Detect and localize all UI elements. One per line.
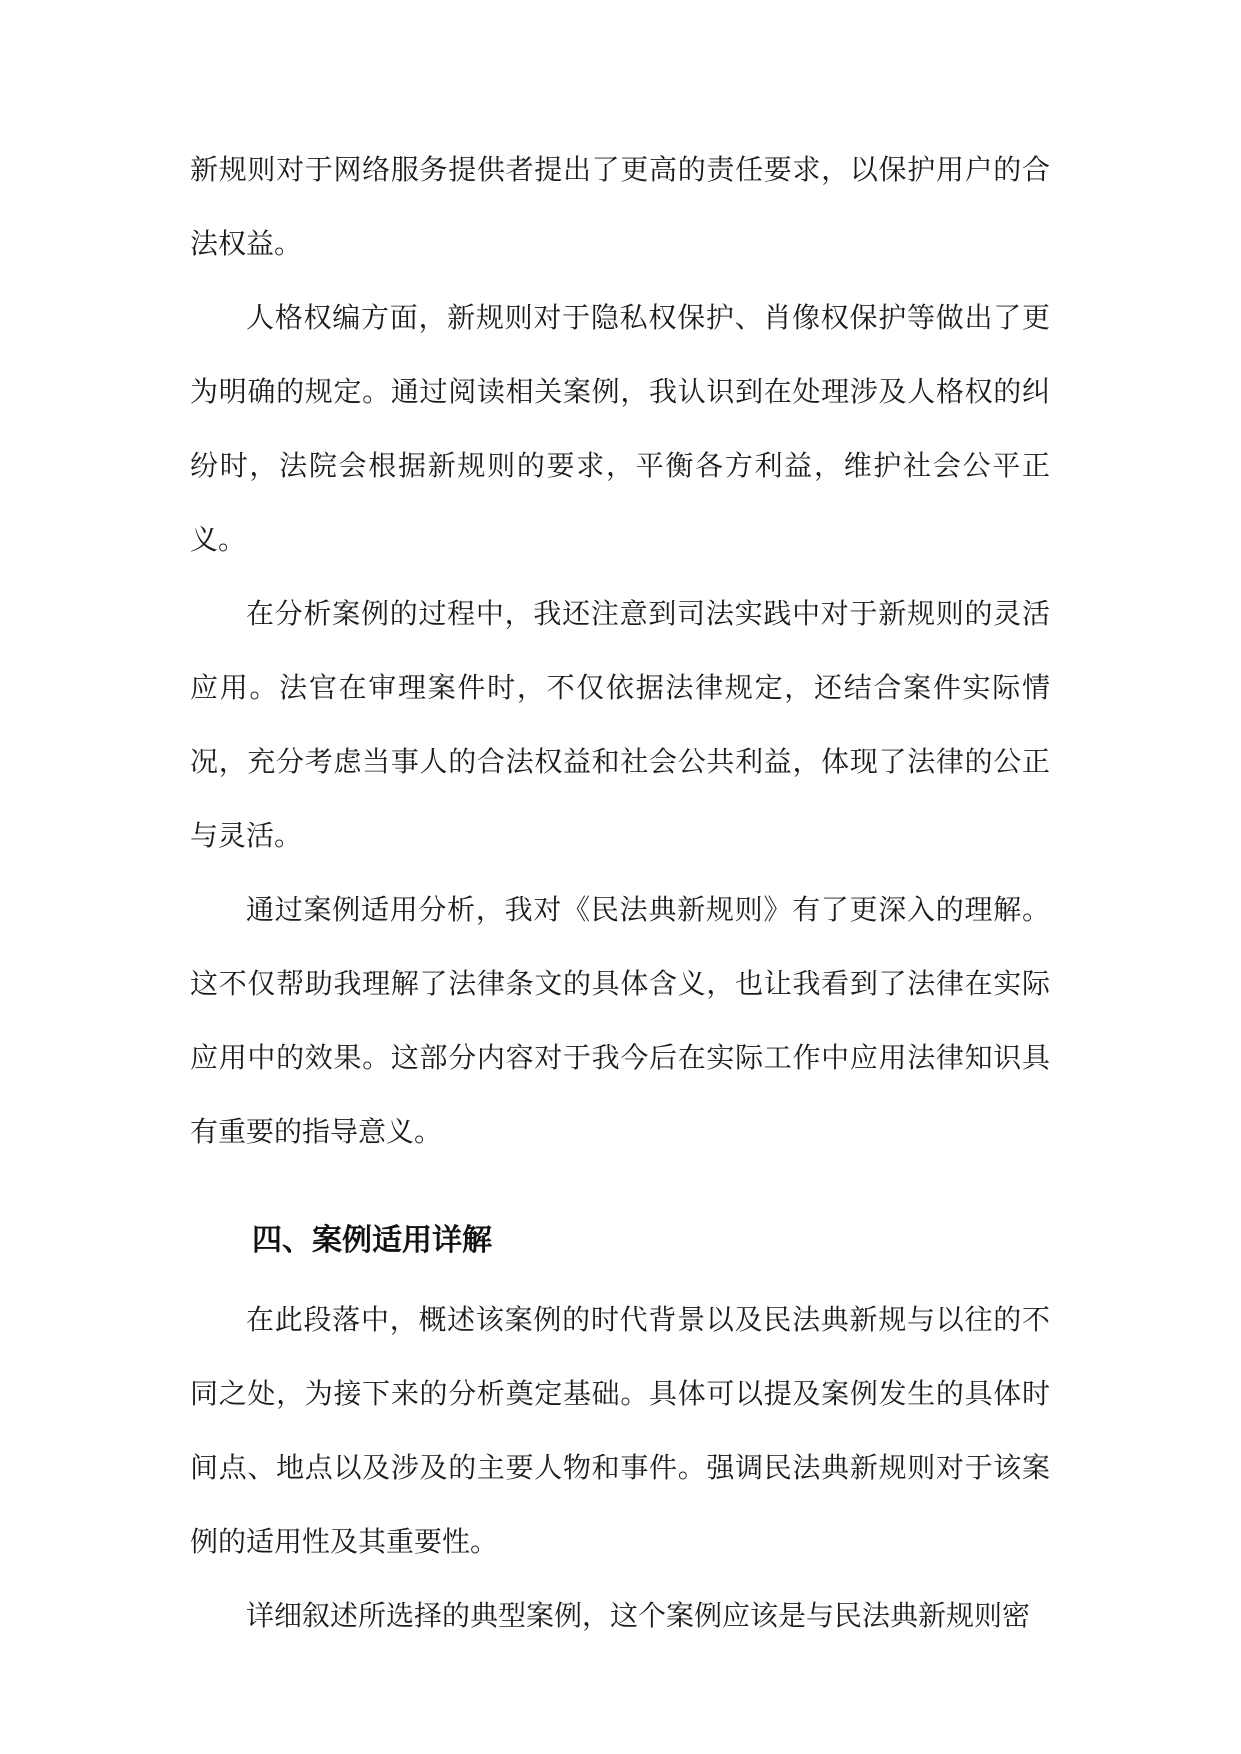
document-body <box>190 133 1050 1653</box>
section-heading: 四、案例适用详解 <box>252 1223 492 1258</box>
paragraph-summary: 通过案例适用分析，我对《民法典新规则》有了更深入的理解。这不仅帮助我理解了法律条文的具体含义，也让我看到了法律在实际应用中的效果。这部分内容对于我今后在实际工作中应用法律知识具有重要的指导意义。 <box>190 893 1050 1148</box>
paragraph-continued: 新规则对于网络服务提供者提出了更高的责任要求，以保护用户的合法权益。 <box>190 153 1050 260</box>
paragraph-case-background: 在此段落中，概述该案例的时代背景以及民法典新规与以往的不同之处，为接下来的分析奠定基础。具体可以提及案例发生的具体时间点、地点以及涉及的主要人物和事件。强调民法典新规则对于该案例的适用性及其重要性。 <box>190 1303 1050 1558</box>
paragraph-case-detail: 详细叙述所选择的典型案例，这个案例应该是与民法典新规则密 <box>246 1599 1031 1632</box>
paragraph-personality-rights: 人格权编方面，新规则对于隐私权保护、肖像权保护等做出了更为明确的规定。通过阅读相关案例，我认识到在处理涉及人格权的纠纷时，法院会根据新规则的要求，平衡各方利益，维护社会公平正义。 <box>190 301 1050 556</box>
paragraph-judicial-practice: 在分析案例的过程中，我还注意到司法实践中对于新规则的灵活应用。法官在审理案件时，不仅依据法律规定，还结合案件实际情况，充分考虑当事人的合法权益和社会公共利益，体现了法律的公正与灵活。 <box>190 597 1050 852</box>
